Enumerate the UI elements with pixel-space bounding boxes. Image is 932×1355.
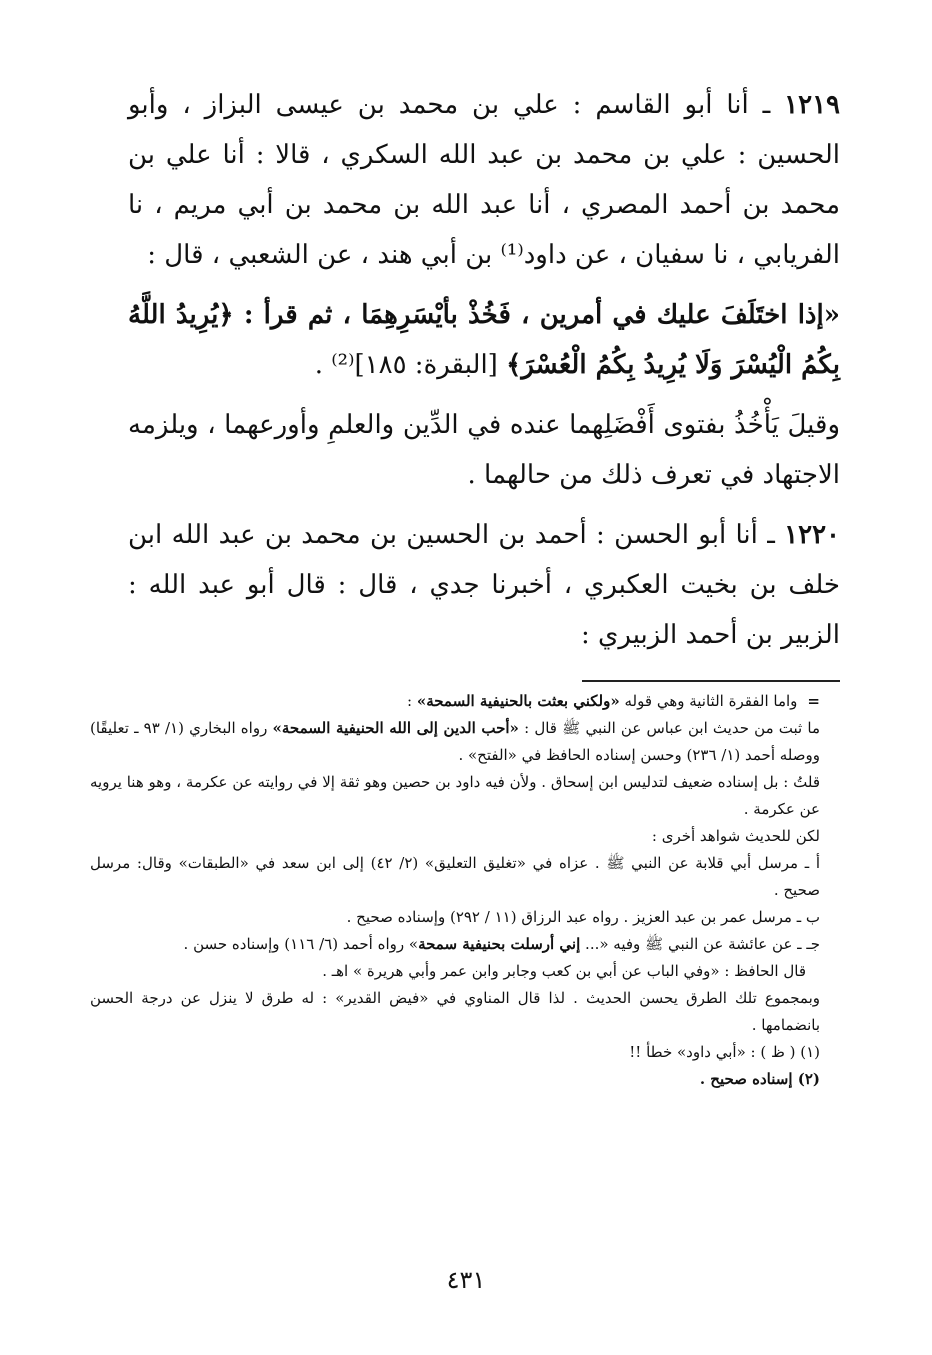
verse-reference: [البقرة: ١٨٥]⁽²⁾ . [314, 350, 507, 380]
footnotes [90, 688, 820, 1093]
quote-text: «إذا اختَلَفَ عليك في أمرين ، فَخُذْ بأيْسَرِهِمَا ، ثم قرأ : [233, 300, 840, 330]
footnote-line: وبمجموع تلك الطرق يحسن الحديث . لذا قال المناوي في «فيض القدير» : له طرق لا ينزل عن درجة الحسن بانضمامها . [90, 989, 820, 1034]
opinion-paragraph: وقيلَ يَأْخُذُ بفتوى أَفْضَلِهما عنده في الدِّين والعلمِ وأورعهما ، ويلزمه الاجتهاد في تعرف ذلك من حالهما . [128, 410, 840, 490]
footnote-line: أ ـ مرسل أبي قلابة عن النبي ﷺ . عزاه في «تغليق التعليق» (٢/ ٤٢) إلى ابن سعد في «الطبقات» وقال: مرسل صحيح . [90, 854, 820, 899]
footnote-line: جـ ـ عن عائشة عن النبي ﷺ وفيه «... إني أرسلت بحنيفية سمحة» رواه أحمد (٦/ ١١٦) وإسناده حسن . [183, 935, 820, 953]
isnad-text: ـ أنا أبو الحسن : أحمد بن الحسين بن محمد بن عبد الله ابن خلف بن بخيت العكبري ، أخبرنا جدي ، قال : قال أبو عبد الله : الزبير بن أحمد الزبيري : [128, 520, 840, 650]
footnote-line: =واما الفقرة الثانية وهي قوله «ولكني بعثت بالحنيفية السمحة» : [90, 688, 820, 715]
footnote-line: قلتُ : بل إسناده ضعيف لتدليس ابن إسحاق . ولأن فيه داود بن حصين وهو ثقة إلا في روايته عن عكرمة ، وهو هنا يرويه عن عكرمة . [90, 773, 820, 818]
footnote-line: ب ـ مرسل عمر بن عبد العزيز . رواه عبد الرزاق (١١ / ٢٩٢) وإسناده صحيح . [346, 908, 820, 926]
quran-verse: ﴿يُرِيدُ اللَّهُ بِكُمُ الْيُسْرَ وَلَا يُرِيدُ بِكُمُ الْعُسْرَ﴾ [128, 300, 840, 380]
main-text [128, 80, 840, 660]
footnote-separator [582, 680, 840, 682]
footnote-line: لكن للحديث شواهد أخرى : [651, 827, 820, 845]
footnote-line: ما ثبت من حديث ابن عباس عن النبي ﷺ قال : «أحب الدين إلى الله الحنيفية السمحة» رواه البخاري (١/ ٩٣ ـ تعليقًا) ووصله أحمد (١/ ٢٣٦) وحسن إسناده الحافظ في «الفتح» . [90, 719, 820, 764]
continuation-mark: = [807, 692, 820, 710]
hadith-number: ١٢٢٠ [784, 520, 840, 550]
hadith-1220 [128, 510, 840, 660]
quote-paragraph [128, 290, 840, 390]
footnote-1: (١) ( ظ ) : «أبي داود» خطأ !! [629, 1043, 820, 1061]
hadith-1219 [128, 80, 840, 280]
footnote-line: قال الحافظ : «وفي الباب عن أبي بن كعب وجابر وابن عمر وأبي هريرة » اهـ . [322, 962, 806, 980]
isnad-text: ـ أنا أبو القاسم : علي بن محمد بن عيسى البزاز ، وأبو الحسين : علي بن محمد بن عبد الله السكري ، قالا : أنا علي بن محمد بن أحمد المصري ، أنا عبد الله بن محمد بن أبي مريم ، نا الفريابي ، نا سفيان ، عن داود⁽¹⁾ بن أبي هند ، عن الشعبي ، قال : [128, 90, 840, 270]
hadith-number: ١٢١٩ [784, 90, 840, 120]
page-number: ٤٣١ [446, 1266, 486, 1294]
footnote-2: (٢) إسناده صحيح . [699, 1070, 820, 1088]
